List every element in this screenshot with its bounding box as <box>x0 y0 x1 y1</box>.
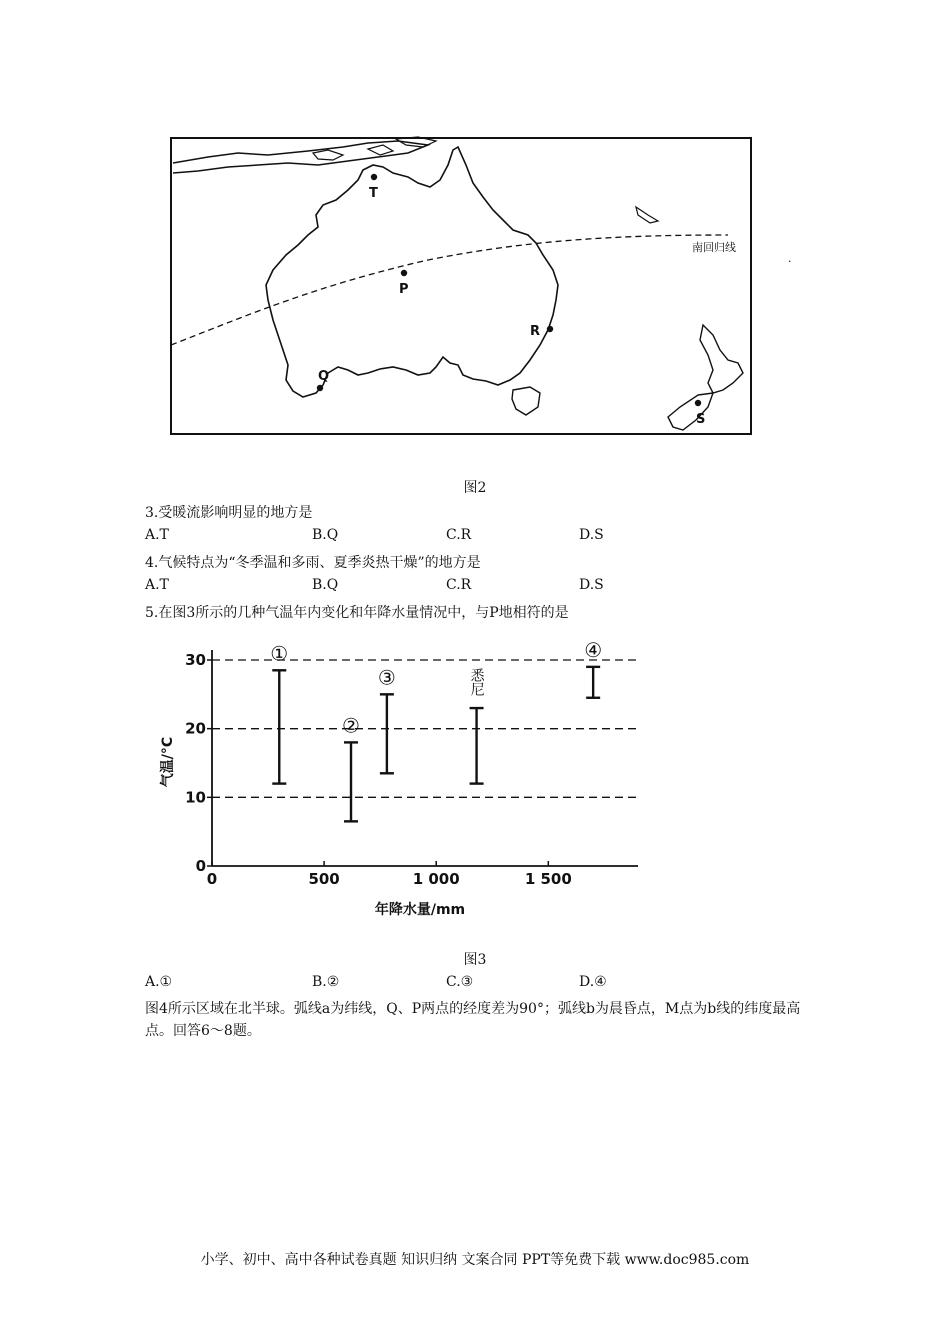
series-label: ④ <box>584 637 603 662</box>
axis-layer <box>185 650 638 888</box>
question-5-option-a: A.① <box>145 974 173 990</box>
point-p-marker <box>401 270 407 276</box>
question-4-option-a: A.T <box>145 577 169 593</box>
mark-layer <box>270 638 602 822</box>
question-5-option-d: D.④ <box>579 974 607 990</box>
series-label: ③ <box>377 665 396 690</box>
question-3-option-c: C.R <box>446 527 472 543</box>
question-3-option-d: D.S <box>579 527 604 543</box>
point-r-marker <box>547 326 553 332</box>
figure3-caption: 图3 <box>463 952 487 968</box>
tropic-label: 南回归线 <box>692 241 736 254</box>
point-q-label: Q <box>318 369 330 384</box>
australia-coast <box>266 147 558 397</box>
figure2-caption: 图2 <box>463 480 487 496</box>
intro-paragraph: 图4所示区域在北半球。弧线a为纬线，Q、P两点的经度差为90°；弧线b为晨昏点，M点为b线的纬度最高点。回答6～8题。 <box>145 1001 801 1039</box>
x-tick-label: 1 000 <box>412 870 460 888</box>
page-footer: 小学、初中、高中各种试卷真题 知识归纳 文案合同 PPT等免费下载 www.doc985.com <box>200 1252 750 1268</box>
point-r-label: R <box>530 324 541 339</box>
x-tick-label: 1 500 <box>524 870 572 888</box>
question-5-option-b: B.② <box>312 974 340 990</box>
point-q-marker <box>317 385 323 391</box>
y-tick-label: 10 <box>185 788 206 807</box>
series-label: ① <box>270 641 289 666</box>
y-axis-label: 气温/°C <box>160 736 176 788</box>
question-5-option-c: C.③ <box>446 974 474 990</box>
y-tick-label: 20 <box>185 719 206 738</box>
series-label: 悉尼 <box>468 668 485 697</box>
point-t-label: T <box>369 186 378 201</box>
temperature-precip-chart <box>150 632 670 922</box>
new-zealand-north <box>700 325 743 393</box>
x-tick-label: 500 <box>308 870 340 888</box>
y-tick-label: 30 <box>185 651 206 669</box>
point-t-marker <box>371 174 377 180</box>
island-fragment <box>636 207 658 223</box>
point-s-marker <box>695 400 701 406</box>
island-fragment <box>313 150 343 160</box>
x-axis-label: 年降水量/mm <box>374 902 466 918</box>
question-5-stem: 5.在图3所示的几种气温年内变化和年降水量情况中，与P地相符的是 <box>145 605 569 621</box>
map-frame <box>171 138 751 434</box>
question-3-stem: 3.受暖流影响明显的地方是 <box>145 505 313 521</box>
point-p-label: P <box>399 282 409 297</box>
tropic-line <box>171 235 728 345</box>
question-4-option-d: D.S <box>579 577 604 593</box>
tasmania-coast <box>512 387 540 415</box>
question-3-option-a: A.T <box>145 527 169 543</box>
question-3-option-b: B.Q <box>312 527 339 543</box>
new-zealand-south <box>668 393 713 430</box>
series-label: ② <box>342 713 360 738</box>
grid-layer <box>212 660 638 797</box>
point-s-label: S <box>696 412 706 427</box>
australia-map <box>168 135 792 440</box>
x-tick-label: 0 <box>206 870 218 888</box>
new-guinea-coast <box>173 141 428 173</box>
question-4-option-c: C.R <box>446 577 472 593</box>
edge-mark: · <box>788 255 792 268</box>
island-fragment <box>368 145 393 155</box>
y-tick-label: 0 <box>195 857 206 875</box>
question-4-stem: 4.气候特点为“冬季温和多雨、夏季炎热干燥”的地方是 <box>145 555 481 571</box>
question-4-option-b: B.Q <box>312 577 339 593</box>
